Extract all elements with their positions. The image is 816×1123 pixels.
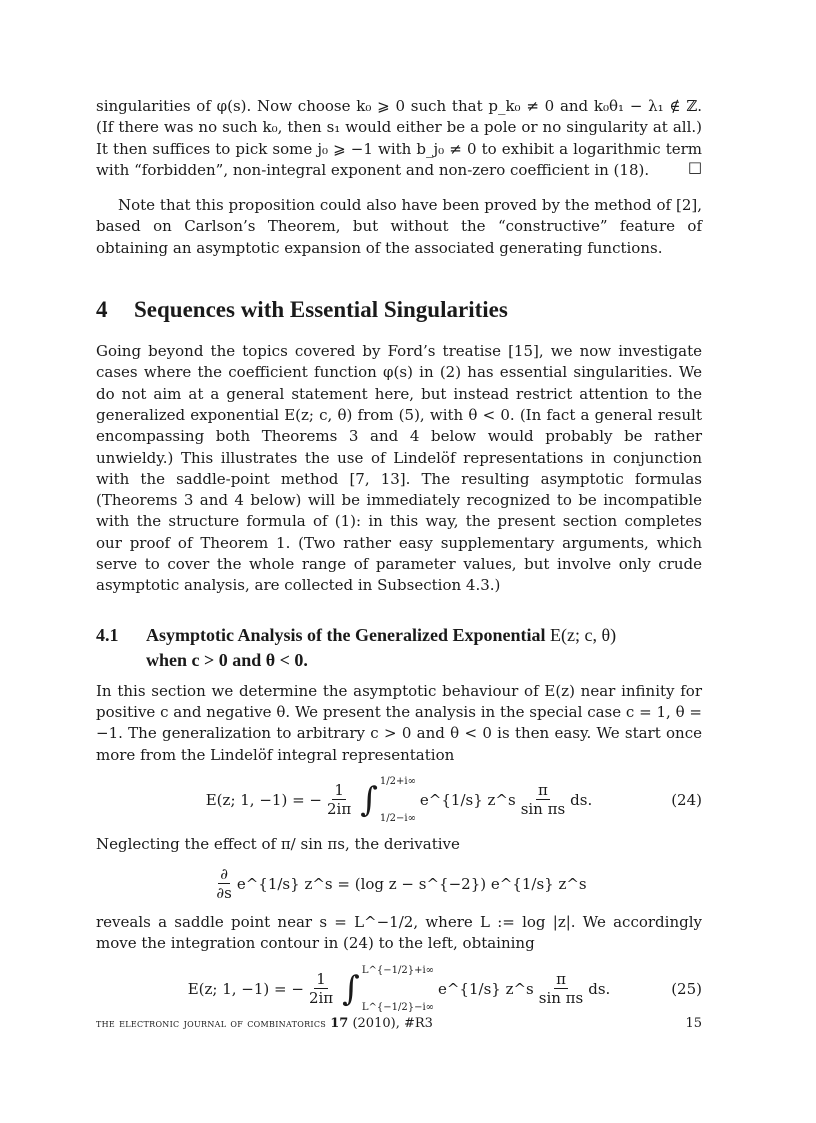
eq25-label: (25) xyxy=(671,979,702,998)
equation-derivative xyxy=(96,865,702,902)
equation-25 xyxy=(96,965,702,1013)
page-number: 15 xyxy=(685,1016,702,1031)
eq25-tail: ds. xyxy=(588,979,611,998)
subsection-title-part1: Asymptotic Analysis of the Generalized Exponential xyxy=(146,624,546,645)
integral-sign-icon: ∫ xyxy=(342,968,360,1009)
eq25-integrand: e^{1/s} z^s xyxy=(437,979,534,998)
eq25-lhs: E(z; 1, −1) = − xyxy=(187,979,304,998)
footer-volume: 17 xyxy=(330,1016,349,1031)
intro-paragraph-1 xyxy=(96,96,702,181)
eq24-fraction-2 xyxy=(519,781,567,818)
footer-journal: the electronic journal of combinatorics xyxy=(96,1016,327,1030)
integral-sign-icon: ∫ xyxy=(360,779,378,820)
deriv-fraction xyxy=(214,865,233,902)
footer-citation xyxy=(96,1016,433,1031)
qed-symbol: □ xyxy=(687,157,702,176)
subsection-paragraph-3: reveals a saddle point near s = L^−1/2, where L := log |z|. We accordingly move the integration contour in (24) to the left, obtaining xyxy=(96,913,702,953)
eq25-integral xyxy=(342,965,434,1013)
eq25-lower-limit: L^{−1/2}−i∞ xyxy=(361,1001,434,1013)
eq24-frac2-numerator: π xyxy=(538,781,548,800)
eq24-upper-limit: 1/2+i∞ xyxy=(379,775,416,787)
intro-paragraph-2: Note that this proposition could also have been proved by the method of [2], based on Carlson’s Theorem, but without the “constructive” feature of obtaining an asymptotic expansion of the associated generating functions. xyxy=(96,196,702,257)
page-footer xyxy=(96,1016,702,1031)
eq24-label: (24) xyxy=(671,790,702,809)
page-content xyxy=(96,96,702,1023)
eq25-frac-numerator: 1 xyxy=(316,970,326,989)
section-heading xyxy=(96,297,702,323)
deriv-body: e^{1/s} z^s = (log z − s^{−2}) e^{1/s} z^s xyxy=(236,874,587,893)
subsection-title-math: E(z; c, θ) xyxy=(550,624,617,645)
eq24-tail: ds. xyxy=(570,790,593,809)
subsection-heading xyxy=(96,623,702,673)
eq24-lower-limit: 1/2−i∞ xyxy=(379,812,416,824)
subsection-paragraph-2: Neglecting the effect of π/ sin πs, the derivative xyxy=(96,834,460,853)
intro-paragraph-1-text: singularities of φ(s). Now choose k₀ ⩾ 0 such that p_k₀ ≠ 0 and k₀θ₁ − λ₁ ∉ ℤ. (If there was no such k₀, then s₁ would either be a pole or no singularity at all.) It then suffices to pick some j₀ ⩾ −1 with b_j₀ ≠ 0 to exhibit a logarithmic term with “forbidden”, non-integral exponent and non-zero coefficient in (18). xyxy=(96,97,702,179)
eq24-lhs: E(z; 1, −1) = − xyxy=(205,790,322,809)
eq24-frac-denominator: 2iπ xyxy=(326,800,352,819)
subsection-title-part2: when c > 0 and θ < 0. xyxy=(146,649,308,670)
deriv-numerator: ∂ xyxy=(220,865,228,884)
section-title: Sequences with Essential Singularities xyxy=(134,297,508,323)
subsection-paragraph-1: In this section we determine the asymptotic behaviour of E(z) near infinity for positive c and negative θ. We present the analysis in the special case c = 1, θ = −1. The generalization to arbitrary c > 0 and θ < 0 is then easy. We start once more from the Lindelöf integral representation xyxy=(96,681,702,764)
section-number: 4 xyxy=(96,297,108,323)
eq25-upper-limit: L^{−1/2}+i∞ xyxy=(361,964,434,976)
eq24-frac-numerator: 1 xyxy=(334,781,344,800)
subsection-number: 4.1 xyxy=(96,624,119,645)
eq25-fraction-2 xyxy=(537,970,585,1007)
footer-rest: (2010), #R3 xyxy=(352,1016,433,1031)
eq25-frac2-numerator: π xyxy=(556,970,566,989)
eq24-integral xyxy=(360,776,416,824)
deriv-denominator: ∂s xyxy=(216,884,232,903)
eq25-frac-denominator: 2iπ xyxy=(308,989,334,1008)
eq24-fraction xyxy=(325,781,353,818)
eq24-frac2-denominator: sin πs xyxy=(520,800,566,819)
equation-24 xyxy=(96,776,702,824)
eq24-integrand: e^{1/s} z^s xyxy=(419,790,516,809)
eq25-fraction xyxy=(307,970,335,1007)
section-paragraph: Going beyond the topics covered by Ford’s treatise [15], we now investigate cases where the coefficient function φ(s) in (2) has essential singularities. We do not aim at a general statement here, but instead restrict attention to the generalized exponential E(z; c, θ) from (5), with θ < 0. (In fact a general result encompassing both Theorems 3 and 4 below would probably be rather unwieldy.) This illustrates the use of Lindelöf representations in conjunction with the saddle-point method [7, 13]. The resulting asymptotic formulas (Theorems 3 and 4 below) will be immediately recognized to be incompatible with the structure formula of (1): in this way, the present section completes our proof of Theorem 1. (Two rather easy supplementary arguments, which serve to cover the whole range of parameter values, but involve only crude asymptotic analysis, are collected in Subsection 4.3.) xyxy=(96,342,702,595)
eq25-frac2-denominator: sin πs xyxy=(538,989,584,1008)
